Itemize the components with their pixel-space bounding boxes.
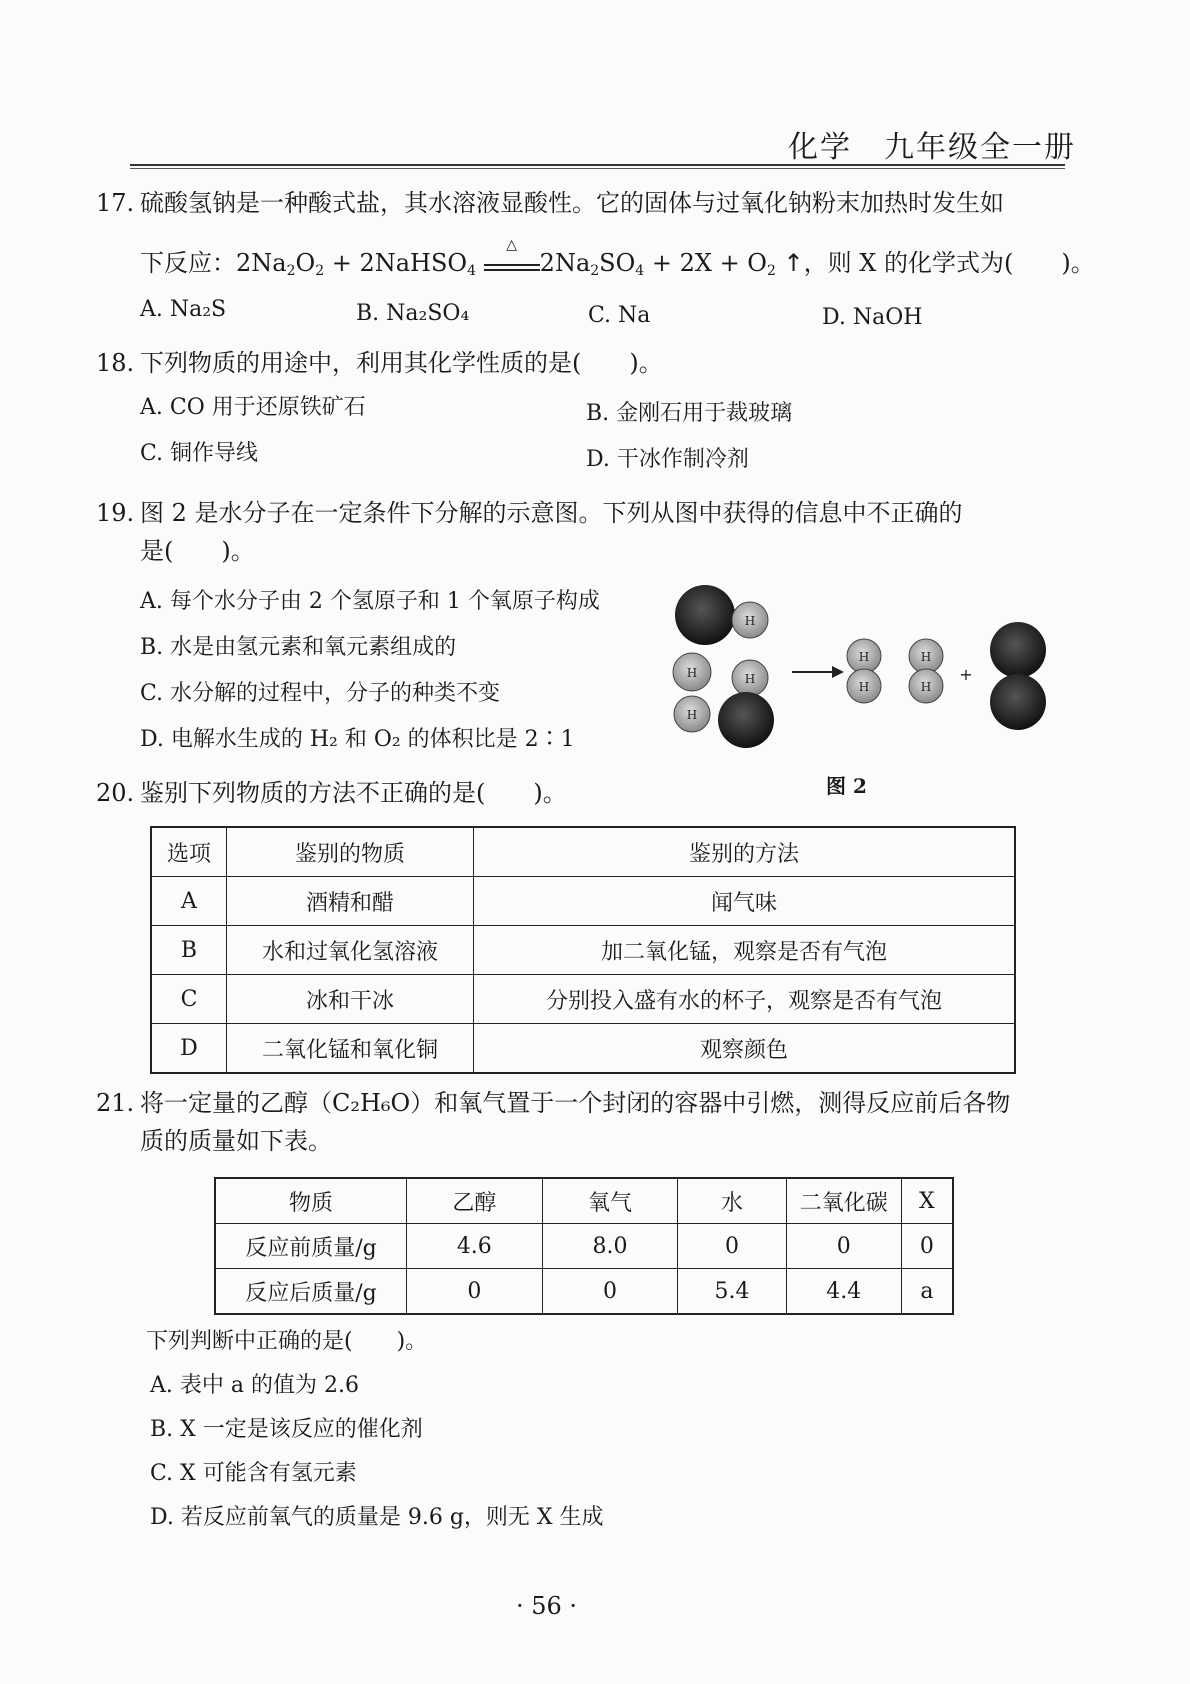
book-title: 化学 九年级全一册 — [788, 130, 1076, 165]
page-number: · 56 · — [516, 1592, 578, 1620]
q18-option-a: A. CO 用于还原铁矿石 — [140, 395, 366, 420]
table-row — [151, 975, 1015, 1024]
q20-number: 20. — [96, 779, 135, 807]
table-cell: a — [901, 1269, 953, 1315]
q17-eq-rest: ，则 X 的化学式为( )。 — [803, 249, 1095, 277]
table-cell: 8.0 — [542, 1224, 678, 1269]
header-rule — [130, 164, 1065, 166]
h-label: H — [920, 650, 932, 664]
table-row — [215, 1224, 953, 1269]
table-header: 鉴别的物质 — [227, 827, 474, 877]
q19-stem-line1: 图 2 是水分子在一定条件下分解的示意图。下列从图中获得的信息中不正确的 — [140, 499, 963, 527]
h-label: H — [744, 672, 756, 686]
table-header: 氧气 — [542, 1178, 678, 1224]
table-header: 选项 — [151, 827, 227, 877]
q17-number: 17. — [96, 189, 135, 217]
table-cell: 分别投入盛有水的杯子，观察是否有气泡 — [474, 975, 1016, 1024]
table-cell: 加二氧化锰，观察是否有气泡 — [474, 926, 1016, 975]
q18-stem: 下列物质的用途中，利用其化学性质的是( )。 — [140, 349, 663, 377]
q17-option-d: D. NaOH — [822, 305, 923, 330]
q21-option-d: D. 若反应前氧气的质量是 9.6 g，则无 X 生成 — [150, 1505, 604, 1530]
table-header: 物质 — [215, 1178, 407, 1224]
table-cell: 0 — [786, 1224, 901, 1269]
q17-option-b: B. Na₂SO₄ — [356, 301, 470, 326]
q17-equation: 下反应：$2Na_2O_2$ + 2NaHSO$_4$ △ $2Na_2SO_4 + 2X + O_2$ ↑，则 X 的化学式为( )。 — [140, 237, 1095, 279]
q19-option-a: A. 每个水分子由 2 个氢原子和 1 个氧原子构成 — [140, 589, 600, 614]
table-cell: 反应前质量/g — [215, 1224, 407, 1269]
q21-option-c: C. X 可能含有氢元素 — [150, 1461, 357, 1486]
table-cell: 0 — [901, 1224, 953, 1269]
table-cell: 观察颜色 — [474, 1024, 1016, 1074]
q21-stem-line2: 质的质量如下表。 — [140, 1127, 332, 1155]
q21-stem-line1: 将一定量的乙醇（C₂H₆O）和氧气置于一个封闭的容器中引燃，测得反应前后各物 — [140, 1089, 1011, 1117]
q21-prompt: 下列判断中正确的是( )。 — [146, 1329, 428, 1354]
table-cell: 4.4 — [786, 1269, 901, 1315]
oxygen-atom — [675, 585, 735, 645]
q21-mass-table — [214, 1177, 954, 1315]
q17-option-c: C. Na — [588, 303, 651, 328]
oxygen-atom — [718, 692, 774, 748]
table-row — [215, 1269, 953, 1315]
table-header: X — [901, 1178, 953, 1224]
q19-option-b: B. 水是由氢元素和氧元素组成的 — [140, 635, 457, 660]
table-cell: B — [151, 926, 227, 975]
q17-stem-line1: 硫酸氢钠是一种酸式盐，其水溶液显酸性。它的固体与过氧化钠粉末加热时发生如 — [140, 189, 1004, 217]
h-label: H — [858, 650, 870, 664]
table-row — [151, 1024, 1015, 1074]
table-cell: 冰和干冰 — [227, 975, 474, 1024]
h-label: H — [920, 680, 932, 694]
table-cell: A — [151, 877, 227, 926]
heating-equals-sign: △ — [484, 250, 540, 271]
table-cell: 0 — [542, 1269, 678, 1315]
oxygen-atom — [990, 674, 1046, 730]
table-row — [151, 877, 1015, 926]
q18-option-c: C. 铜作导线 — [140, 441, 259, 466]
table-cell: 0 — [407, 1269, 543, 1315]
q19-stem-line2: 是( )。 — [140, 537, 255, 565]
h-label: H — [744, 614, 756, 628]
table-cell: C — [151, 975, 227, 1024]
q21-option-a: A. 表中 a 的值为 2.6 — [150, 1373, 359, 1398]
table-header: 二氧化碳 — [786, 1178, 901, 1224]
water-decomposition-figure — [670, 580, 1070, 760]
table-header: 鉴别的方法 — [474, 827, 1016, 877]
q19-option-c: C. 水分解的过程中，分子的种类不变 — [140, 681, 501, 706]
arrow-head-icon — [832, 666, 844, 678]
table-cell: 0 — [678, 1224, 786, 1269]
q20-stem: 鉴别下列物质的方法不正确的是( )。 — [140, 779, 567, 807]
q18-option-d: D. 干冰作制冷剂 — [586, 447, 749, 472]
q17-option-a: A. Na₂S — [140, 297, 227, 322]
q17-eq-prefix: 下反应：2Na — [140, 249, 287, 277]
table-cell: 酒精和醋 — [227, 877, 474, 926]
table-cell: 反应后质量/g — [215, 1269, 407, 1315]
table-cell: 4.6 — [407, 1224, 543, 1269]
q21-option-b: B. X 一定是该反应的催化剂 — [150, 1417, 423, 1442]
header-rule-thin — [130, 168, 1065, 169]
table-cell: D — [151, 1024, 227, 1074]
h-label: H — [686, 708, 698, 722]
h-label: H — [858, 680, 870, 694]
table-header: 水 — [678, 1178, 786, 1224]
table-row — [151, 926, 1015, 975]
table-header: 乙醇 — [407, 1178, 543, 1224]
q18-option-b: B. 金刚石用于裁玻璃 — [586, 401, 793, 426]
table-cell: 闻气味 — [474, 877, 1016, 926]
q19-number: 19. — [96, 499, 135, 527]
figure-caption: 图 2 — [826, 774, 867, 798]
table-cell: 二氧化锰和氧化铜 — [227, 1024, 474, 1074]
plus-sign: + — [959, 665, 973, 684]
oxygen-atom — [990, 622, 1046, 678]
q21-number: 21. — [96, 1089, 135, 1117]
h-label: H — [686, 666, 698, 680]
table-cell: 水和过氧化氢溶液 — [227, 926, 474, 975]
q18-number: 18. — [96, 349, 135, 377]
table-cell: 5.4 — [678, 1269, 786, 1315]
q20-table — [150, 826, 1016, 1074]
q19-option-d: D. 电解水生成的 H₂ 和 O₂ 的体积比是 2∶1 — [140, 727, 575, 752]
